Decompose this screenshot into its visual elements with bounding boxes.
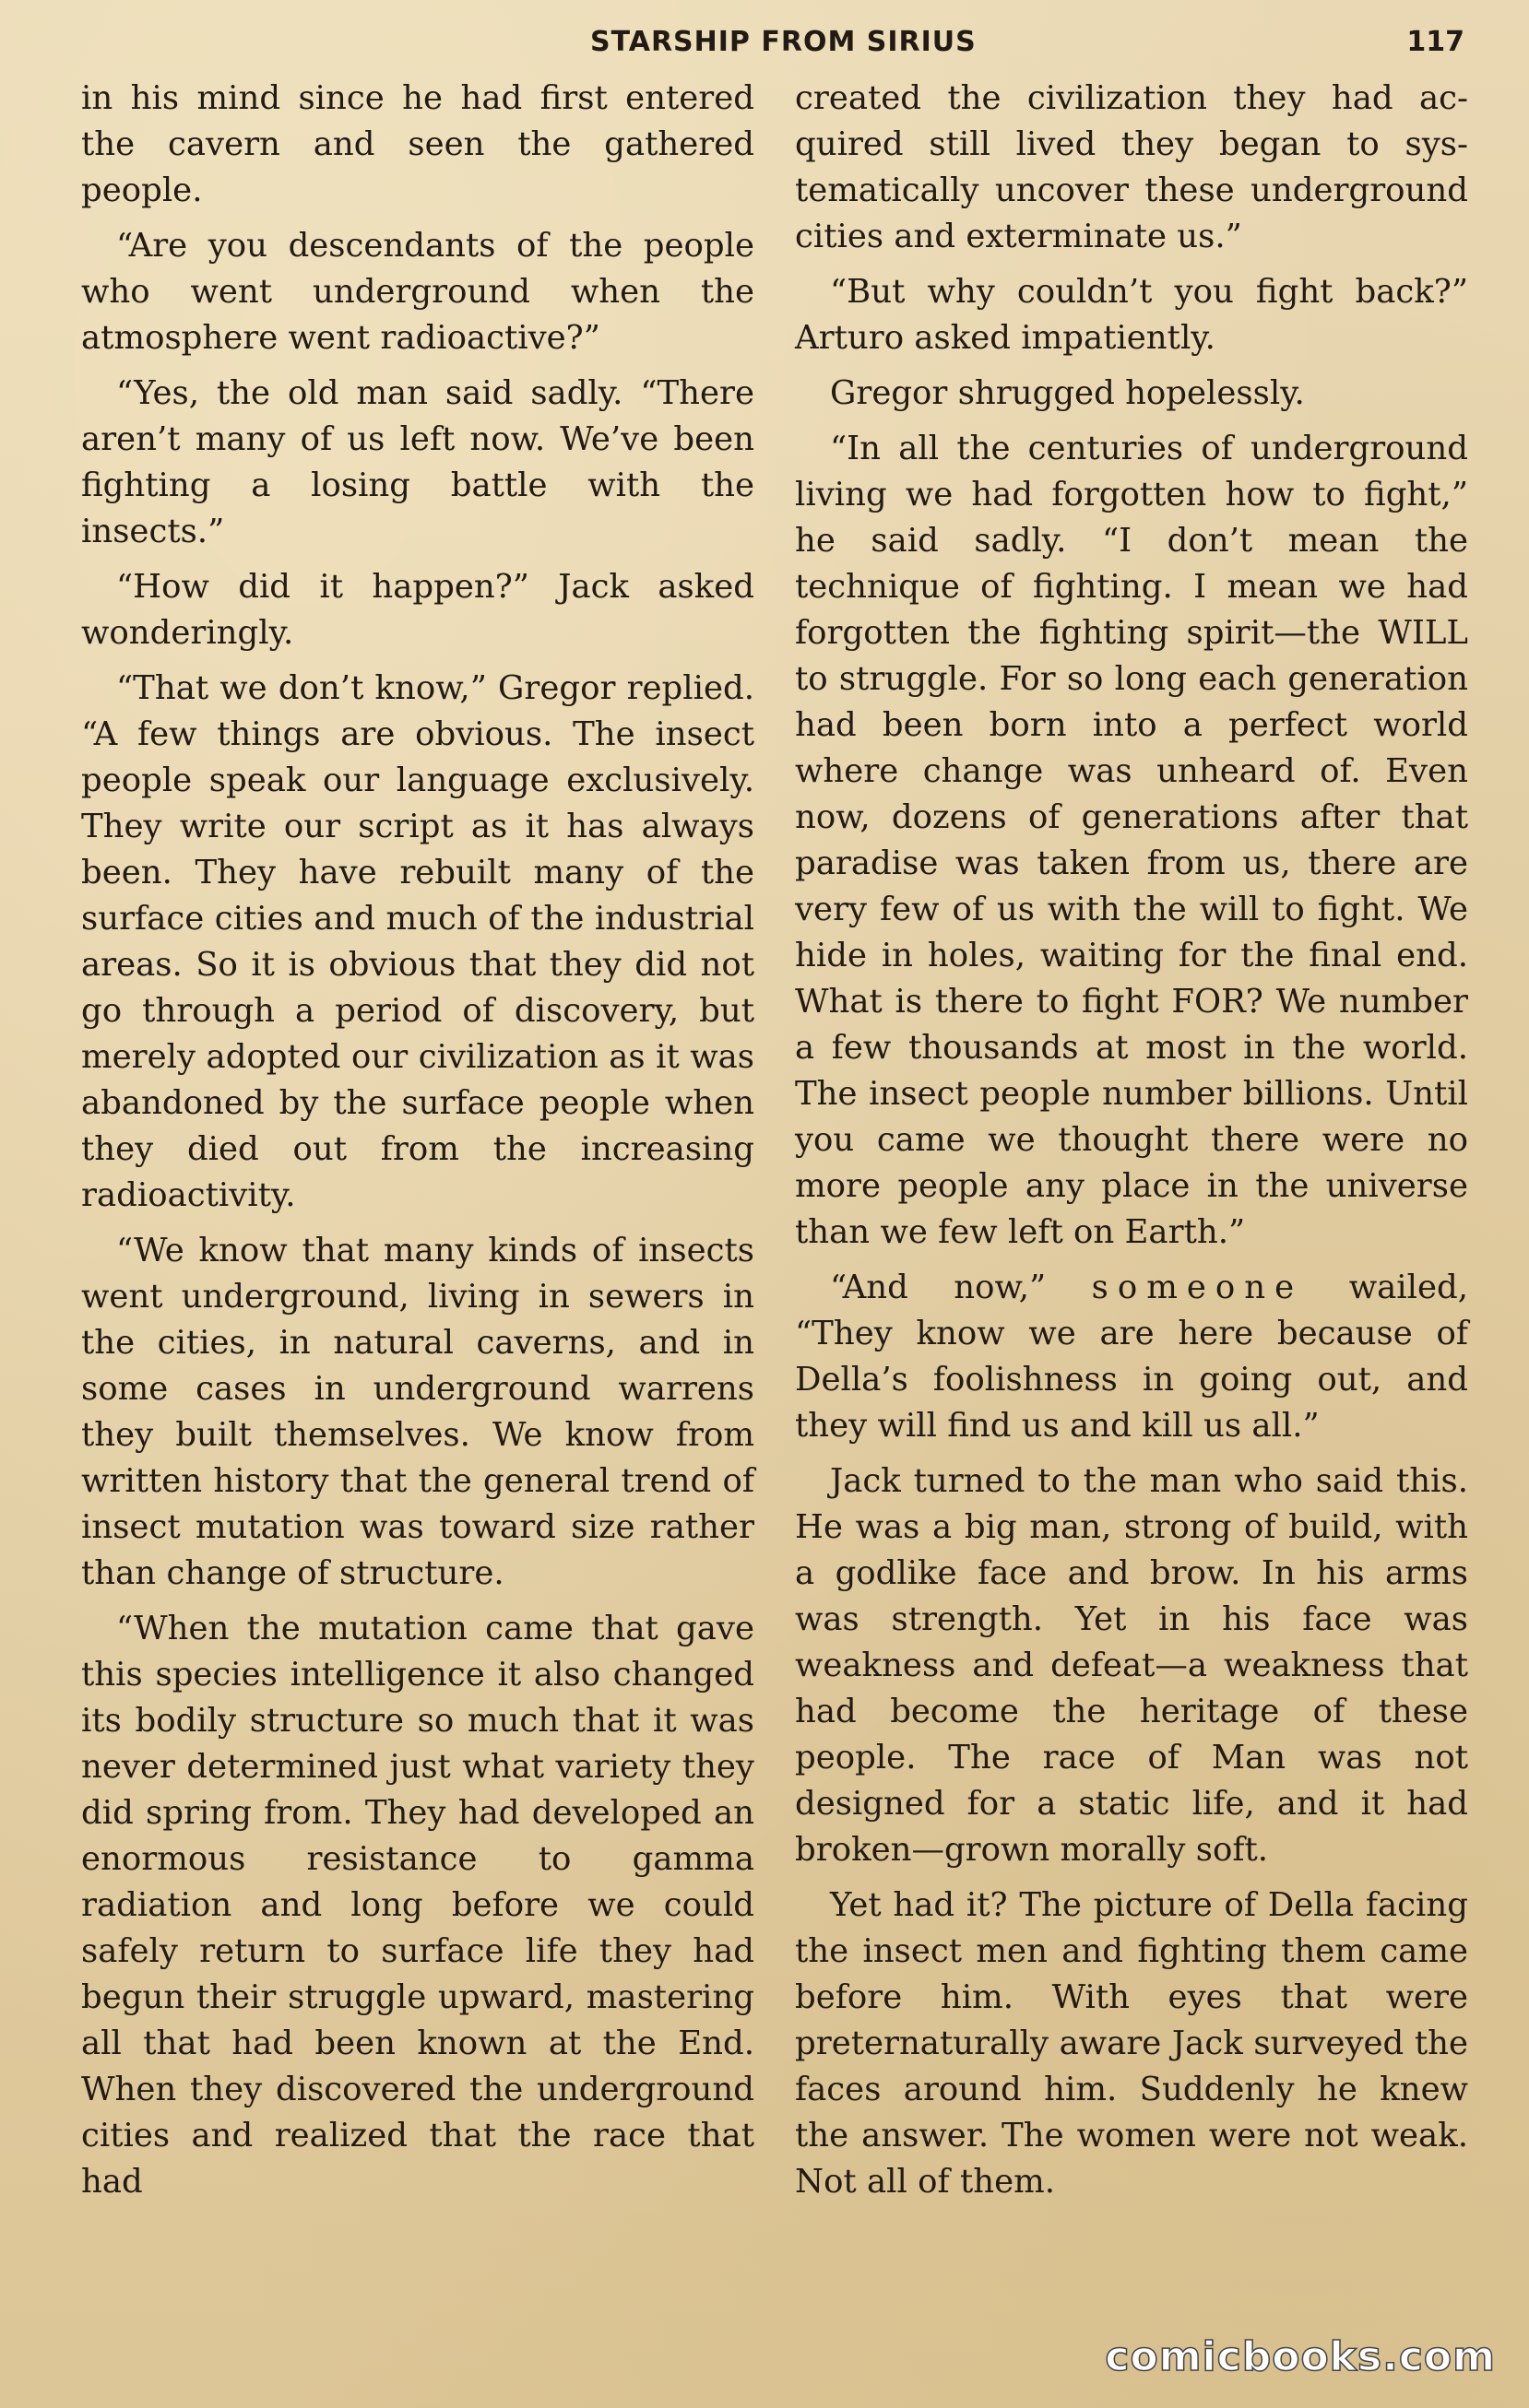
paragraph: Yet had it? The picture of Della facing the insect men and fighting them came before him. With eyes that were preternaturally aware Jack surveyed the faces around him. Suddenly he knew the answer. The women were not weak. Not all of them. xyxy=(795,1886,1468,2201)
spaced-word: someone xyxy=(1091,1269,1304,1306)
paragraph-end: wailed, “They know we are here because of Della’s foolishness in going out, and they will find us and kill us all.” xyxy=(795,1269,1468,1445)
paragraph: “But why couldn’t you fight back?” Arturo asked impatiently. xyxy=(795,273,1468,357)
right-column xyxy=(795,76,1468,2214)
running-title: STARSHIP FROM SIRIUS xyxy=(590,26,977,58)
paragraph: created the civilization they had acquired still lived they began to systematically uncover these underground cities and exterminate us.” xyxy=(795,79,1468,255)
paragraph: Jack turned to the man who said this. He was a big man, strong of build, with a godlike face and brow. In his arms was strength. Yet in his face was weakness and defeat—a weakness that had become the heritage of these people. The race of Man was not designed for a static life, and it had broken—grown morally soft. xyxy=(795,1462,1468,1869)
paragraph: “When the mutation came that gave this species intelligence it also changed its bodily structure so much that it was never determined just what variety they did spring from. They had developed an enormous resistance to gamma radiation and long before we could safely return to surface life they had begun their struggle upward, mastering all that had been known at the End. When they discovered the underground cities and realized that the race that had xyxy=(81,1610,754,2201)
paragraph: in his mind since he had first entered the cavern and seen the gathered people. xyxy=(81,79,754,209)
paragraph: “How did it happen?” Jack asked wonderingly. xyxy=(81,568,754,652)
paragraph: “Yes, the old man said sadly. “There aren’t many of us left now. We’ve been fighting a losing battle with the insects.” xyxy=(81,374,754,550)
watermark-logo: comicbooks.com xyxy=(1105,2333,1496,2380)
left-column xyxy=(81,76,754,2214)
page-number: 117 xyxy=(1406,26,1464,58)
paragraph xyxy=(795,1265,1468,1449)
page-header xyxy=(0,26,1529,70)
paragraph: “In all the centuries of underground living we had forgotten how to fight,” he said sadly. “I don’t mean the technique of fighting. I mean we had forgotten the fighting spirit—the WILL to struggle. For so long each generation had been born into a perfect world where change was unheard of. Even now, dozens of generations after that paradise was taken from us, there are very few of us with the will to fight. We hide in holes, waiting for the final end. What is there to fight FOR? We number a few thousands at most in the world. The insect people number billions. Until you came we thought there were no more people any place in the universe than we few left on Earth.” xyxy=(795,430,1468,1251)
paragraph: Gregor shrugged hopelessly. xyxy=(830,374,1305,412)
paragraph: “That we don’t know,” Gregor replied. “A few things are obvious. The insect people speak our language exclusively. They write our script as it has always been. They have rebuilt many of the surface cities and much of the industrial areas. So it is obvious that they did not go through a period of discovery, but merely adopted our civilization as it was abandoned by the surface people when they died out from the increasing radioactivity. xyxy=(81,669,754,1214)
paragraph: “We know that many kinds of insects went underground, living in sewers in the cities, in natural caverns, and in some cases in underground warrens they built themselves. We know from written history that the general trend of insect mutation was toward size rather than change of structure. xyxy=(81,1232,754,1592)
paragraph-start: “And now,” xyxy=(830,1269,1047,1306)
paragraph: “Are you descendants of the people who went underground when the atmosphere went radioactive?” xyxy=(81,227,754,357)
